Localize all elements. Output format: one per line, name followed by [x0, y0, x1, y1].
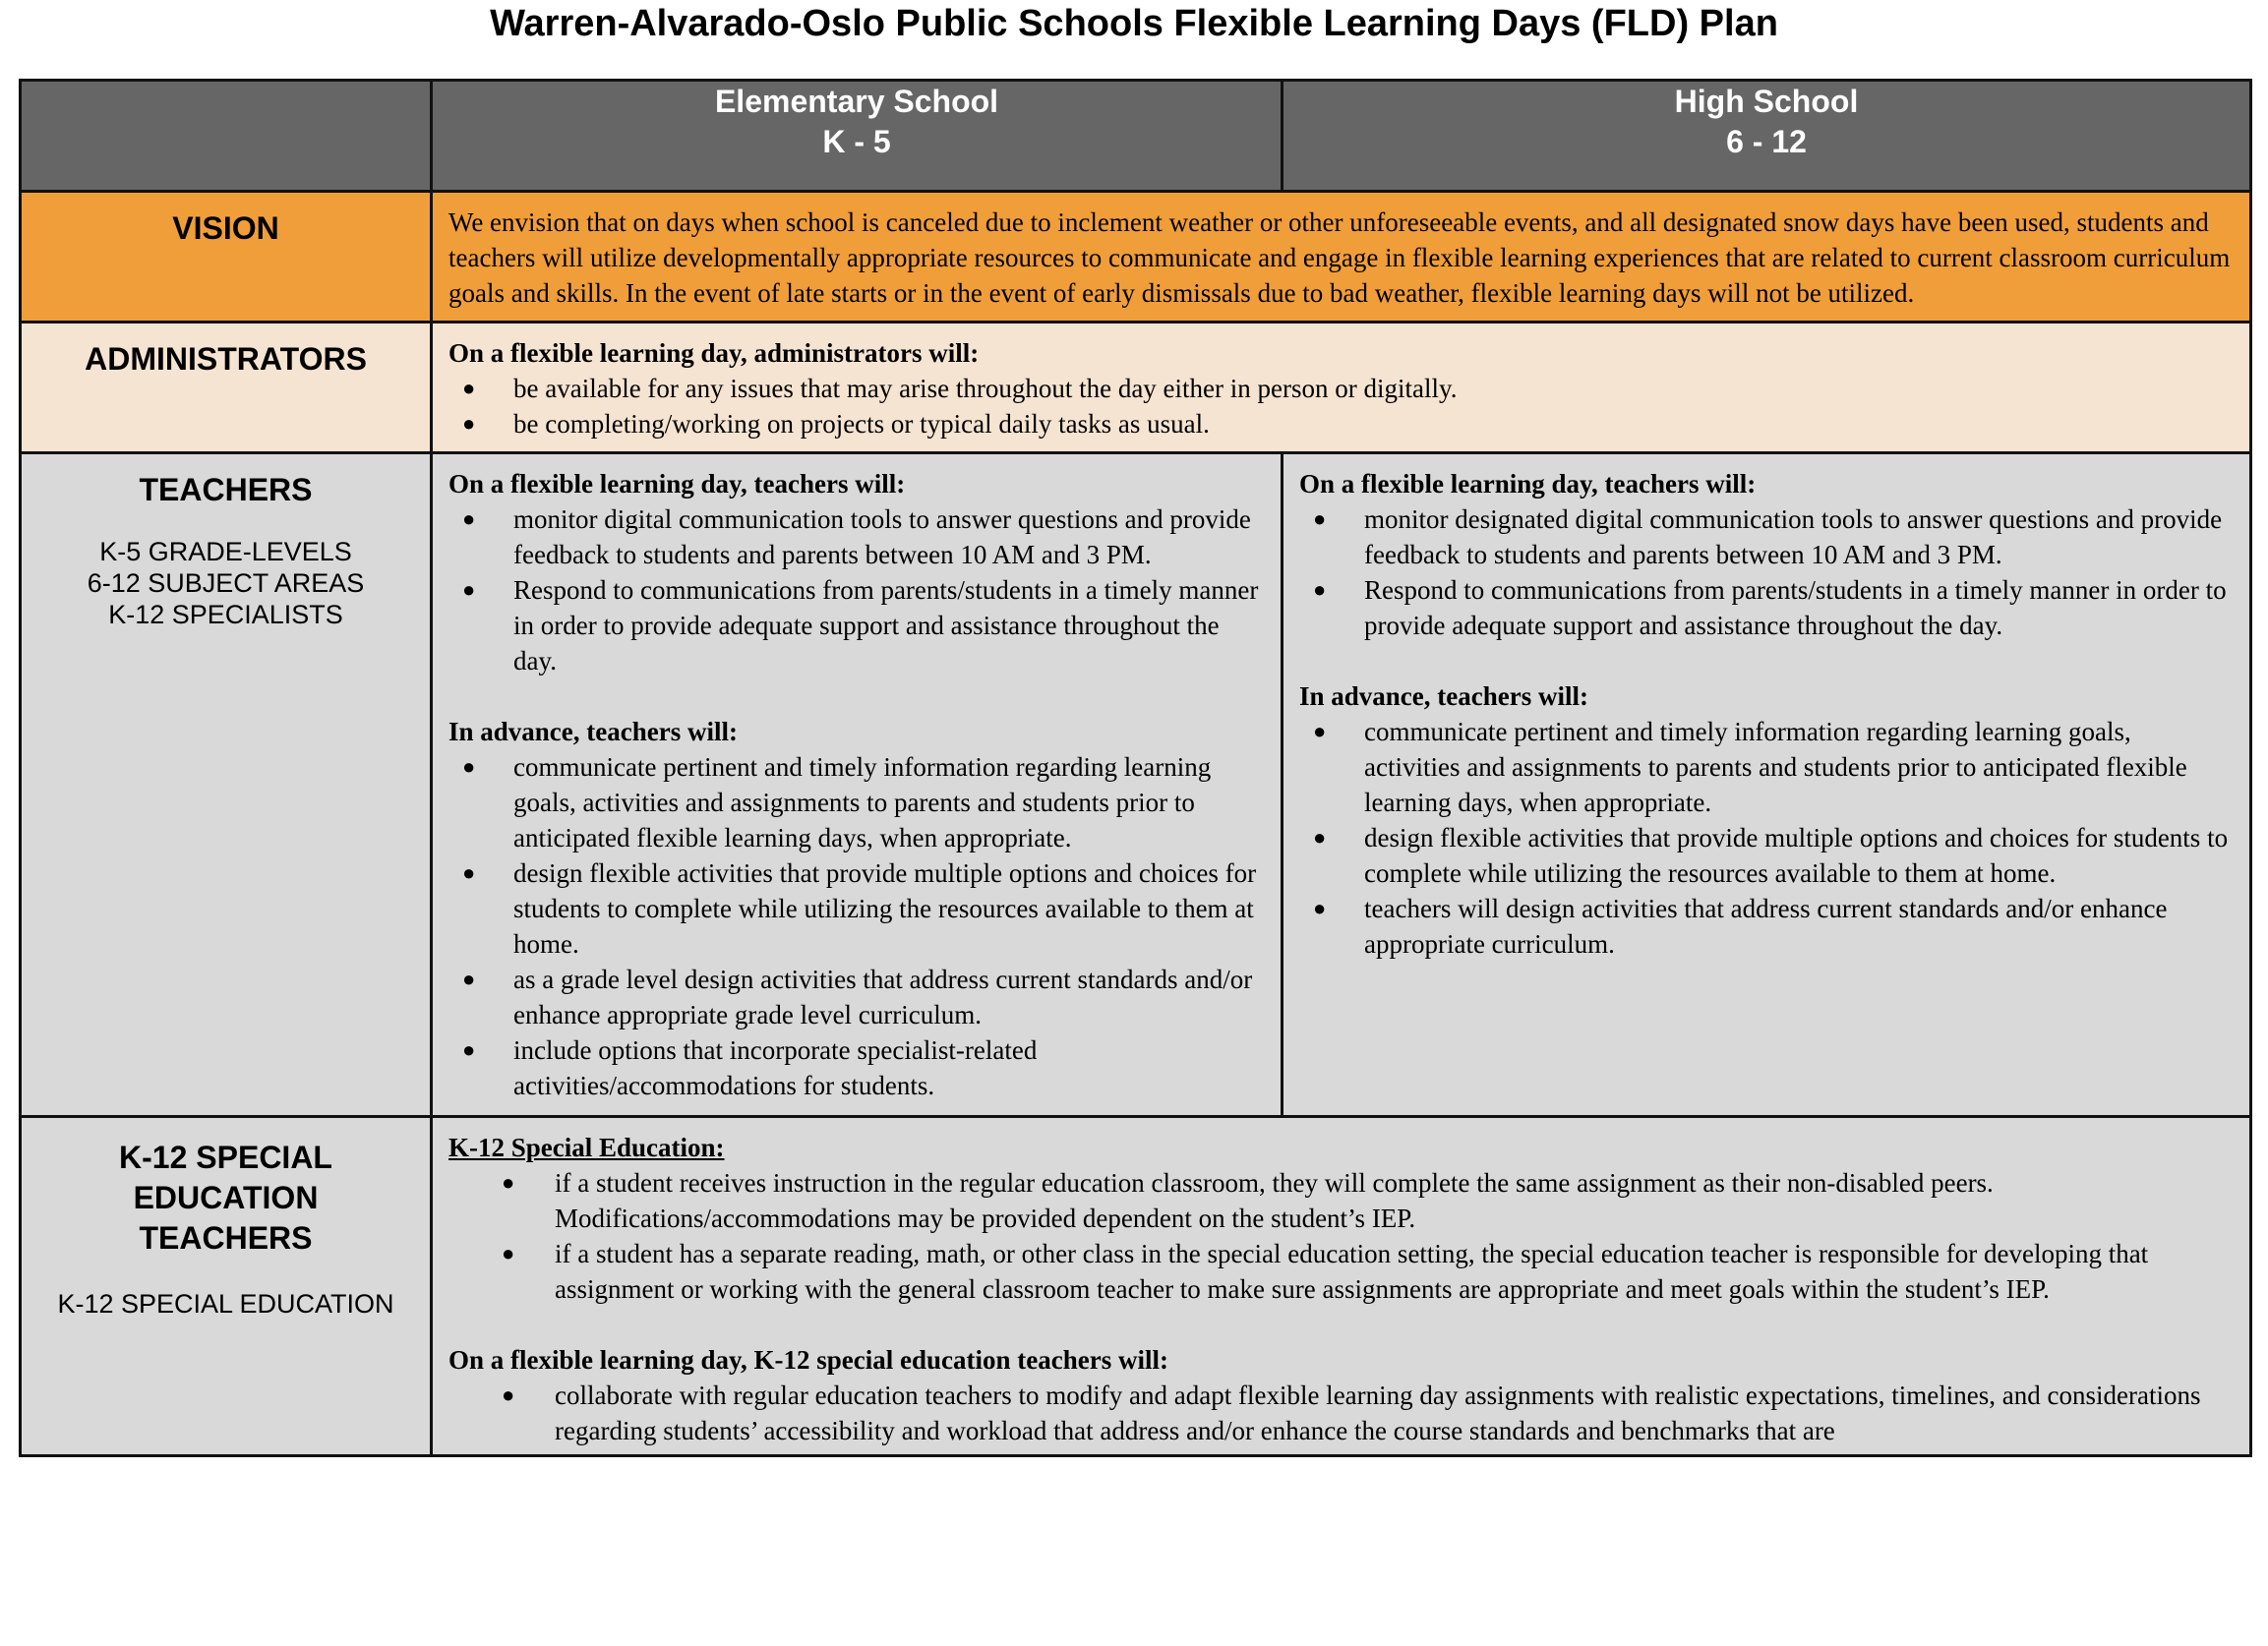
elementary-school-name: Elementary School [714, 84, 999, 119]
list-item: ● as a grade level design activities that address current standards and/or enhance appropriate grade level curriculum. [448, 962, 1263, 1032]
list-item: ● monitor digital communication tools to answer questions and provide feedback to students and parents between 10 AM and 3 PM. [448, 501, 1263, 572]
list-item: ● design flexible activities that provide multiple options and choices for students to complete while utilizing the resources available to them at home. [448, 855, 1263, 962]
teachers-row [21, 453, 2251, 1117]
vision-label: VISION [172, 210, 279, 246]
list-item: ● include options that incorporate specialist-related activities/accommodations for students. [448, 1032, 1263, 1103]
header-blank-cell [21, 81, 432, 192]
list-item: ● be available for any issues that may arise throughout the day either in person or digitally. [448, 371, 2232, 406]
high-school-grades: 6 - 12 [1726, 124, 1807, 159]
sped-heading: K-12 Special Education: [448, 1133, 725, 1162]
sped-flex-day-heading: On a flexible learning day, K-12 special education teachers will: [448, 1345, 1168, 1375]
high-flex-day-list [1299, 501, 2232, 643]
sped-sub: K-12 SPECIAL EDUCATION [57, 1289, 394, 1319]
elementary-flex-day-list [448, 501, 1263, 678]
elementary-advance-list [448, 749, 1263, 1103]
sped-list [448, 1165, 2232, 1307]
teachers-sub-612: 6-12 SUBJECT AREAS [87, 568, 365, 598]
elementary-flex-day-heading: On a flexible learning day, teachers will: [448, 469, 906, 499]
list-item: ● design flexible activities that provide multiple options and choices for students to complete while utilizing the resources available to them at home. [1299, 820, 2232, 891]
list-item: ● if a student receives instruction in the regular education classroom, they will complete the same assignment as their non-disabled peers. Modifications/accommodations may be provided dependent on the student’s IEP. [448, 1165, 2232, 1236]
administrators-content-cell [432, 323, 2251, 453]
high-advance-heading: In advance, teachers will: [1299, 681, 1588, 711]
header-row [21, 81, 2251, 192]
teachers-high-school-cell [1283, 453, 2251, 1117]
page-title: Warren-Alvarado-Oslo Public Schools Flexible Learning Days (FLD) Plan [490, 3, 1778, 44]
list-item: ● communicate pertinent and timely information regarding learning goals, activities and assignments to parents and students prior to anticipated flexible learning days, when appropriate. [1299, 714, 2232, 820]
vision-text: We envision that on days when school is canceled due to inclement weather or other unforeseeable events, and all designated snow days have been used, students and teachers will utilize developmentally appropriate resources to communicate and engage in flexible learning experiences that are related to current classroom curriculum goals and skills. In the event of late starts or in the event of early dismissals due to bad weather, flexible learning days will not be utilized. [448, 207, 2231, 308]
list-item: ● be completing/working on projects or typical daily tasks as usual. [448, 406, 2232, 441]
elementary-advance-heading: In advance, teachers will: [448, 717, 738, 746]
list-item: ● monitor designated digital communication tools to answer questions and provide feedback to students and parents between 10 AM and 3 PM. [1299, 501, 2232, 572]
teachers-label: TEACHERS [139, 472, 313, 507]
sped-label: K-12 SPECIAL EDUCATION TEACHERS [119, 1140, 332, 1256]
teachers-label-cell [21, 453, 432, 1117]
teachers-sub-k12: K-12 SPECIALISTS [108, 600, 343, 629]
special-education-row [21, 1117, 2251, 1456]
list-item: ● if a student has a separate reading, math, or other class in the special education setting, the special education teacher is responsible for developing that assignment or working with the general classroom teacher to make sure assignments are appropriate and meet goals within the student’s IEP. [448, 1236, 2232, 1307]
sped-flex-day-list [448, 1378, 2232, 1448]
list-item: ● teachers will design activities that address current standards and/or enhance appropriate curriculum. [1299, 891, 2232, 962]
administrators-label-cell [21, 323, 432, 453]
vision-label-cell [21, 192, 432, 323]
administrators-row [21, 323, 2251, 453]
high-flex-day-heading: On a flexible learning day, teachers will: [1299, 469, 1757, 499]
list-item: ● Respond to communications from parents/students in a timely manner in order to provide adequate support and assistance throughout the day. [1299, 572, 2232, 643]
header-high-school [1283, 81, 2251, 192]
list-item: ● communicate pertinent and timely information regarding learning goals, activities and assignments to parents and students prior to anticipated flexible learning days, when appropriate. [448, 749, 1263, 855]
sped-content-cell [432, 1117, 2251, 1456]
header-elementary [432, 81, 1283, 192]
elementary-grades: K - 5 [822, 124, 891, 159]
list-item: ● Respond to communications from parents/students in a timely manner in order to provide adequate support and assistance throughout the day. [448, 572, 1263, 678]
teachers-sub-k5: K-5 GRADE-LEVELS [99, 537, 352, 566]
vision-row [21, 192, 2251, 323]
list-item: ● collaborate with regular education teachers to modify and adapt flexible learning day assignments with realistic expectations, timelines, and considerations regarding students’ accessibility and workload that address and/or enhance the course standards and benchmarks that are [448, 1378, 2232, 1448]
high-advance-list [1299, 714, 2232, 962]
administrators-list [448, 371, 2232, 441]
administrators-heading: On a flexible learning day, administrators will: [448, 338, 980, 368]
vision-content-cell [432, 192, 2251, 323]
high-school-name: High School [1674, 84, 1859, 119]
sped-label-cell [21, 1117, 432, 1456]
administrators-label: ADMINISTRATORS [85, 341, 367, 377]
teachers-elementary-cell [432, 453, 1283, 1117]
fld-plan-table [19, 79, 2252, 1457]
